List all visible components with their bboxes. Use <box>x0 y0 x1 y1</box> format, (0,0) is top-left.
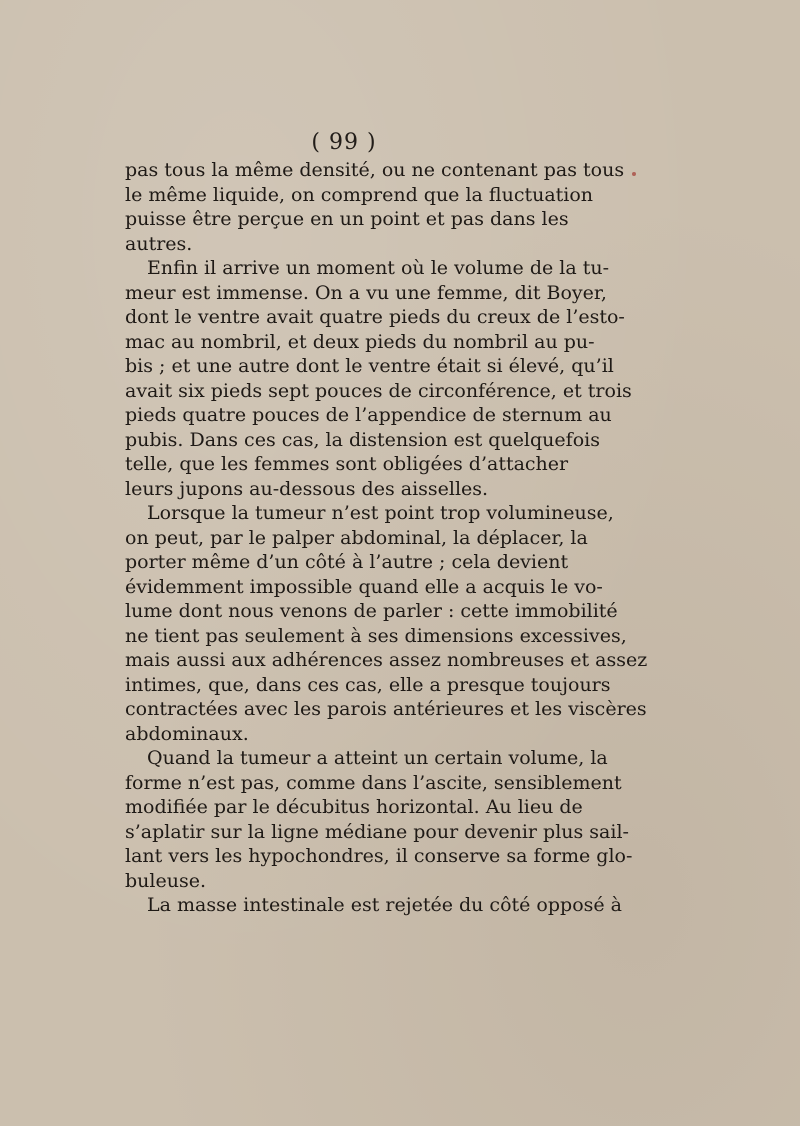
text-line: porter même d’un côté à l’autre ; cela devient <box>125 551 569 573</box>
page-number: ( 99 ) <box>311 130 377 155</box>
text-line: pas tous la même densité, ou ne contenant pas tous <box>125 159 625 181</box>
body-text <box>125 158 648 918</box>
text-line: ne tient pas seulement à ses dimensions excessives, <box>125 624 627 647</box>
text-line: abdominaux. <box>125 722 249 745</box>
text-line: lume dont nous venons de parler : cette immobilité <box>125 600 618 622</box>
text-line: telle, que les femmes sont obligées d’attacher <box>125 453 569 475</box>
text-line: pubis. Dans ces cas, la distension est quelquefois <box>125 428 600 451</box>
text-line: intimes, que, dans ces cas, elle a presque toujours <box>125 673 611 696</box>
text-line: contractées avec les parois antérieures et les viscères <box>125 698 647 720</box>
text-line: Lorsque la tumeur n’est point trop volumineuse, <box>147 502 614 524</box>
text-line: bis ; et une autre dont le ventre était si élevé, qu’il <box>125 355 614 377</box>
text-line: puisse être perçue en un point et pas dans les <box>125 208 569 230</box>
text-line: Quand la tumeur a atteint un certain volume, la <box>147 747 608 769</box>
text-line: s’aplatir sur la ligne médiane pour devenir plus sail- <box>125 820 629 843</box>
text-line: mais aussi aux adhérences assez nombreuses et assez <box>125 649 648 671</box>
text-line: forme n’est pas, comme dans l’ascite, sensiblement <box>125 771 622 794</box>
text-line: dont le ventre avait quatre pieds du creux de l’esto- <box>125 306 625 328</box>
text-line: évidemment impossible quand elle a acquis le vo- <box>125 575 603 598</box>
text-line: autres. <box>125 232 193 255</box>
text-line: lant vers les hypochondres, il conserve sa forme glo- <box>125 845 633 867</box>
text-line: meur est immense. On a vu une femme, dit Boyer, <box>125 281 607 304</box>
text-line: buleuse. <box>125 869 206 892</box>
text-line: avait six pieds sept pouces de circonférence, et trois <box>125 379 632 402</box>
text-line: pieds quatre pouces de l’appendice de sternum au <box>125 404 612 426</box>
text-line: Enfin il arrive un moment où le volume de la tu- <box>147 257 610 279</box>
text-line: modifiée par le décubitus horizontal. Au lieu de <box>125 796 583 818</box>
paper-speck <box>632 172 636 176</box>
text-line: mac au nombril, et deux pieds du nombril au pu- <box>125 330 595 353</box>
text-line: le même liquide, on comprend que la fluctuation <box>125 183 594 206</box>
text-line: on peut, par le palper abdominal, la déplacer, la <box>125 526 588 549</box>
text-line: leurs jupons au-dessous des aisselles. <box>125 477 489 500</box>
text-line: La masse intestinale est rejetée du côté opposé à <box>147 894 622 916</box>
